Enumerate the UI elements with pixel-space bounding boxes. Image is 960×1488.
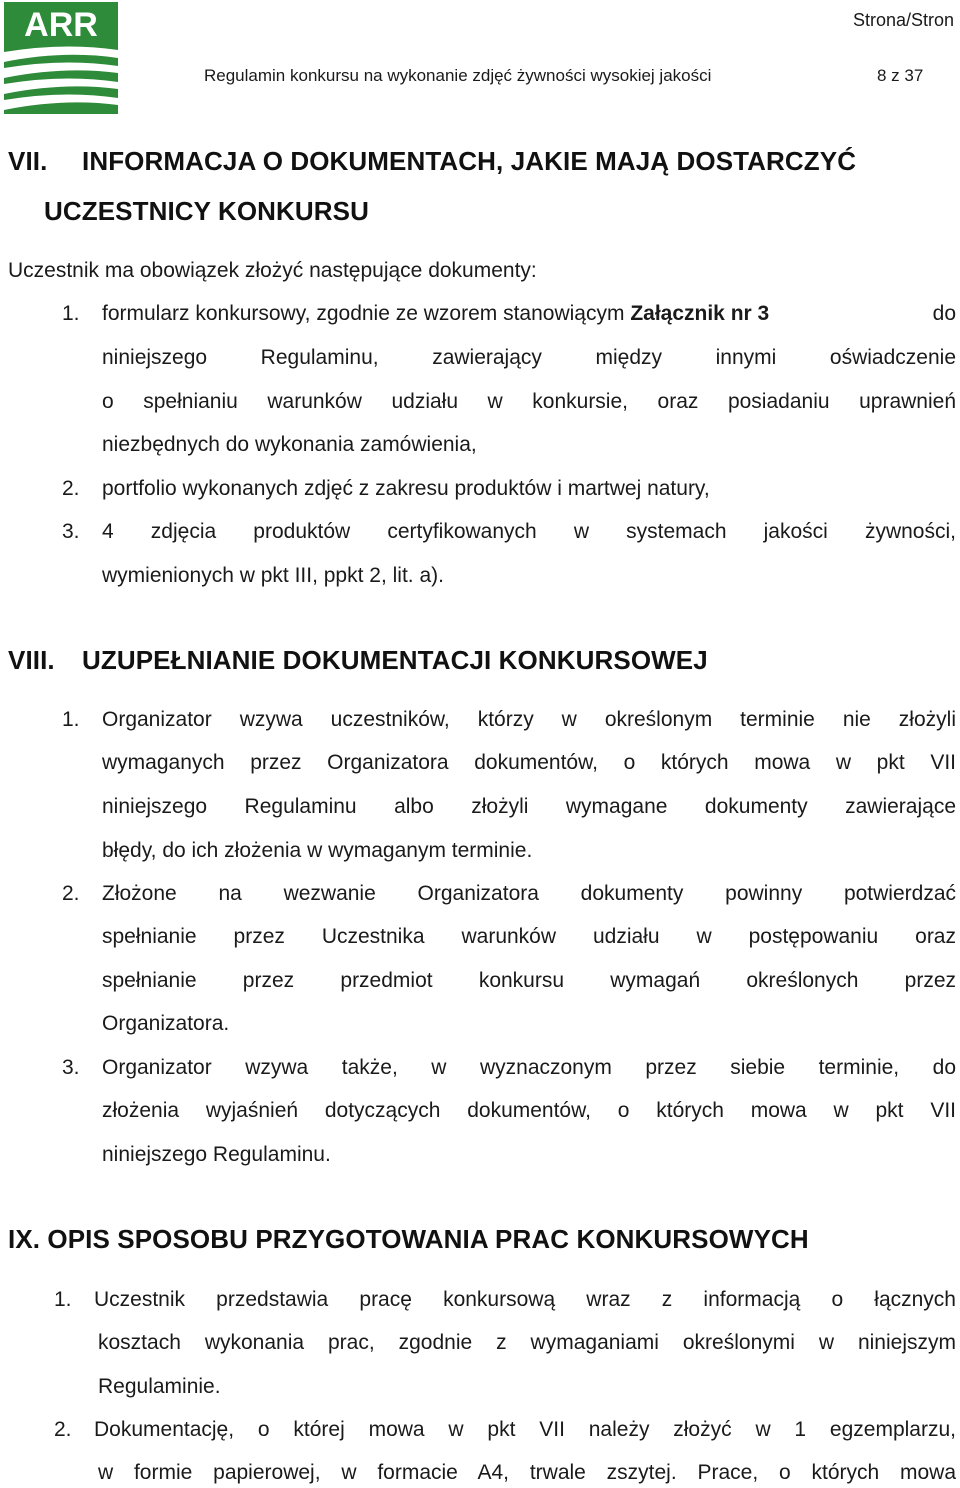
paragraph-line: Dokumentację, o której mowa w pkt VII należy złożyć w 1 egzemplarzu, xyxy=(94,1418,956,1441)
page-indicator: 8 z 37 xyxy=(877,66,924,85)
list-item-line: o spełnianiu warunków udziału w konkursie, oraz posiadaniu uprawnień xyxy=(102,390,956,413)
page-label: Strona/Stron xyxy=(852,10,954,30)
section-8-title: UZUPEŁNIANIE DOKUMENTACJI KONKURSOWEJ xyxy=(82,645,708,675)
logo-text: ARR xyxy=(24,6,98,44)
paragraph-line: Organizatora. xyxy=(102,1012,230,1035)
arr-logo xyxy=(4,2,118,114)
list-item-line: niezbędnych do wykonania zamówienia, xyxy=(102,433,477,456)
paragraph-line: błędy, do ich złożenia w wymaganym terminie. xyxy=(102,839,533,862)
section-7-intro: Uczestnik ma obowiązek złożyć następujące dokumenty: xyxy=(8,259,537,282)
list-item-line: niniejszego Regulaminu, zawierający między innymi oświadczenie xyxy=(102,346,956,369)
paragraph-line: Regulaminie. xyxy=(98,1375,221,1398)
paragraph-line: w formie papierowej, w formacie A4, trwale zszytej. Prace, o których mowa xyxy=(98,1461,956,1484)
section-7-title-line2: UCZESTNICY KONKURSU xyxy=(44,196,369,226)
document-title: Regulamin konkursu na wykonanie zdjęć żywności wysokiej jakości xyxy=(204,66,712,85)
paragraph-line: niniejszego Regulaminu. xyxy=(102,1143,331,1166)
section-9-title: IX. OPIS SPOSOBU PRZYGOTOWANIA PRAC KONKURSOWYCH xyxy=(8,1224,809,1254)
paragraph-line: kosztach wykonania prac, zgodnie z wymaganiami określonymi w niniejszym xyxy=(98,1331,956,1354)
paragraph-line: Organizator wzywa uczestników, którzy w określonym terminie nie złożyli xyxy=(102,708,956,731)
section-7-title-line1: INFORMACJA O DOKUMENTACH, JAKIE MAJĄ DOSTARCZYĆ xyxy=(82,146,857,176)
item-number: 2. xyxy=(62,882,80,905)
item-number: 1. xyxy=(62,302,80,325)
item-number: 3. xyxy=(62,1056,80,1079)
item-number: 1. xyxy=(54,1288,72,1311)
section-8-number: VIII. xyxy=(8,645,55,675)
section-7-number: VII. xyxy=(8,146,48,176)
attachment-reference: Załącznik nr 3 xyxy=(630,302,770,325)
item-number: 1. xyxy=(62,708,80,731)
paragraph-line: niniejszego Regulaminu albo złożyli wymagane dokumenty zawierające xyxy=(102,795,956,818)
list-item-line: 4 zdjęcia produktów certyfikowanych w systemach jakości żywności, xyxy=(102,520,956,543)
paragraph-line: spełnianie przez przedmiot konkursu wymagań określonych przez xyxy=(102,969,956,992)
paragraph-line: Uczestnik przedstawia pracę konkursową wraz z informacją o łącznych xyxy=(94,1288,956,1311)
list-item-line: wymienionych w pkt III, ppkt 2, lit. a). xyxy=(102,564,444,587)
item-number: 3. xyxy=(62,520,80,543)
list-item-line: formularz konkursowy, zgodnie ze wzorem stanowiącym Załącznik nr 3 do xyxy=(102,302,956,325)
item-number: 2. xyxy=(62,477,80,500)
paragraph-line: wymaganych przez Organizatora dokumentów, o których mowa w pkt VII xyxy=(102,751,956,774)
list-item-line: portfolio wykonanych zdjęć z zakresu produktów i martwej natury, xyxy=(102,477,710,500)
item-text: formularz konkursowy, zgodnie ze wzorem stanowiącym Załącznik nr 3 xyxy=(102,302,770,325)
paragraph-line: Organizator wzywa także, w wyznaczonym przez siebie terminie, do xyxy=(102,1056,956,1079)
paragraph-line: złożenia wyjaśnień dotyczących dokumentów, o których mowa w pkt VII xyxy=(102,1099,956,1122)
paragraph-line: spełnianie przez Uczestnika warunków udziału w postępowaniu oraz xyxy=(102,925,956,948)
paragraph-line: Złożone na wezwanie Organizatora dokumenty powinny potwierdzać xyxy=(102,882,956,905)
item-number: 2. xyxy=(54,1418,72,1441)
